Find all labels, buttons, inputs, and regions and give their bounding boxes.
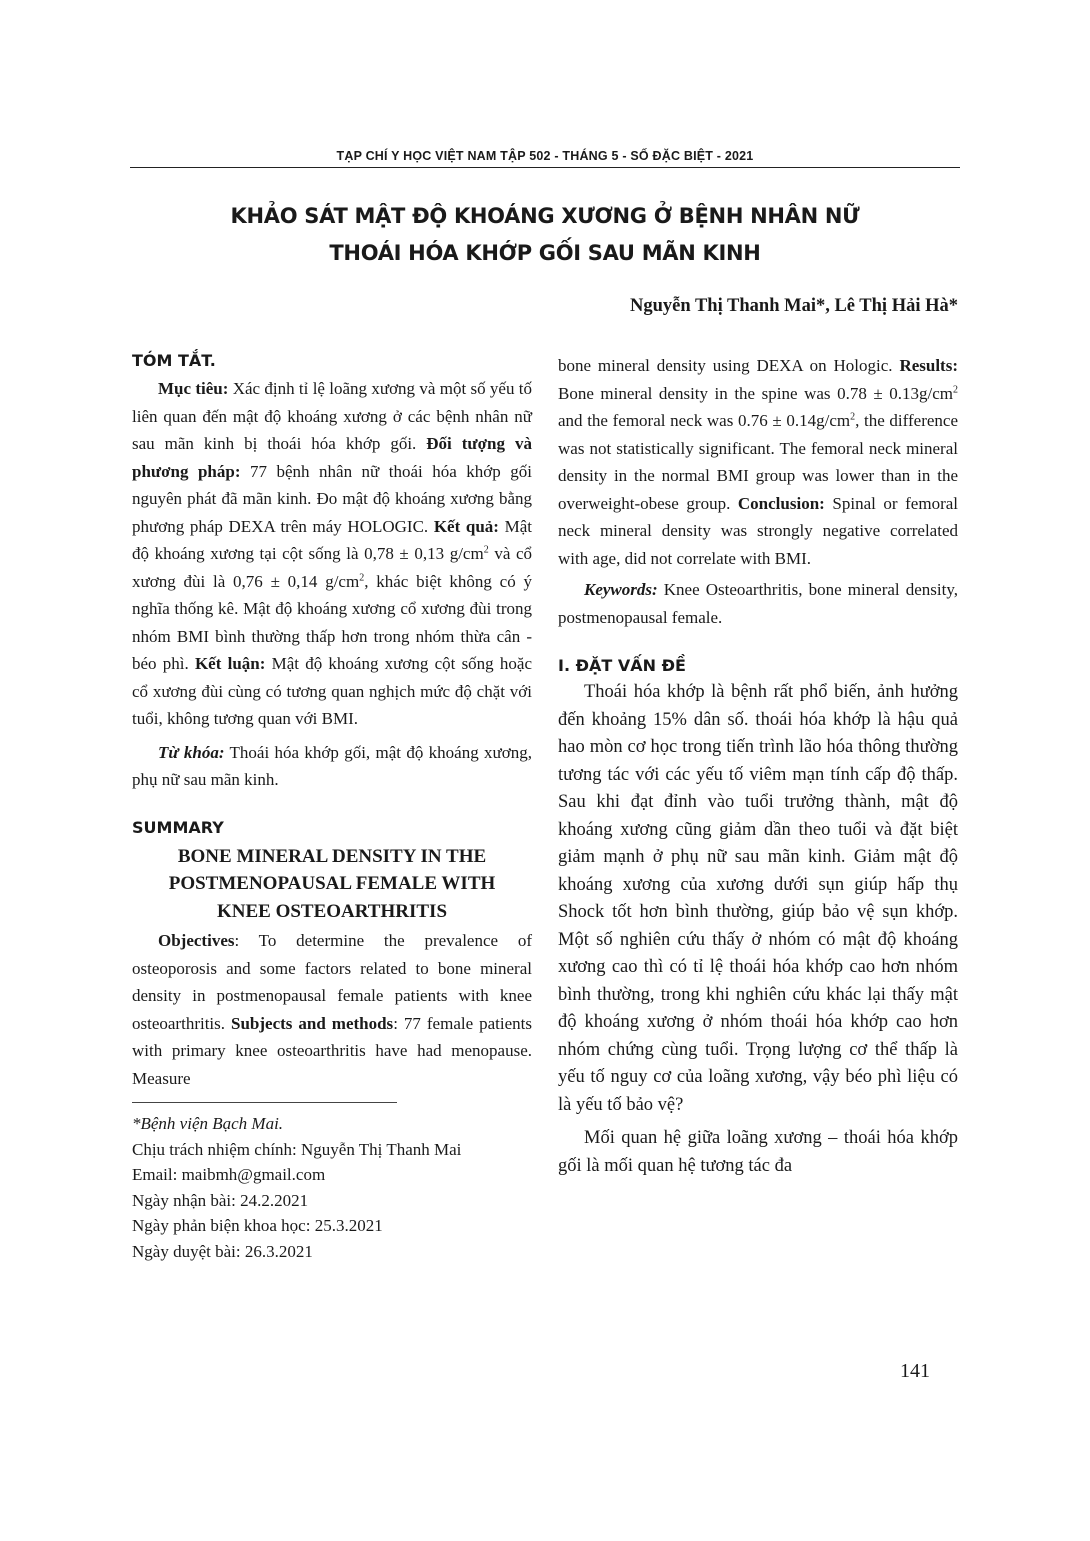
keywords-text: Knee Osteoarthritis, bone mineral density, postmenopausal female. bbox=[558, 580, 958, 627]
summary-title-line-3: KNEE OSTEOARTHRITIS bbox=[216, 900, 448, 922]
subjects-label: Subjects and methods bbox=[231, 1013, 394, 1033]
summary-title-line-1: BONE MINERAL DENSITY IN THE bbox=[177, 845, 487, 867]
footnote-affiliation: *Bệnh viện Bạch Mai. bbox=[132, 1114, 284, 1133]
ketluan-label: Kết luận: bbox=[194, 654, 266, 673]
subjects-text-right: bone mineral density using DEXA on Hologic. bbox=[558, 356, 900, 375]
section1-heading: I. ĐẶT VẤN ĐỀ bbox=[558, 656, 686, 675]
ketluan-text: Mật độ khoáng xương cột sống hoặc cổ xương đùi cùng có tương quan nghịch mức độ chặt với tuổi, không tương quan với BMI. bbox=[132, 654, 532, 728]
section1-paragraph-1: Thoái hóa khớp là bệnh rất phổ biến, ảnh hưởng đến khoảng 15% dân số. thoái hóa khớp là hậu quả hao mòn cơ học trong tiến trình lão hóa thông thường tương tác với các yếu tố viêm mạn tính cấp độ thấp. Sau khi đạt đỉnh vào tuổi trưởng thành, mật độ khoáng xương cũng giảm dần theo tuổi và đặt biệt giảm mạnh ở phụ nữ sau mãn kinh. Giảm mật độ khoáng xương của xương dưới sụn giúp hấp thụ Shock tốt hơn bình thường, giúp bảo vệ sụn khớp. Một số nghiên cứu thấy ở nhóm có mật độ khoáng xương cao thì có tỉ lệ thoái hóa khớp cao hơn nhóm bình thường, trong khi nghiên cứu khác lại thấy mật độ khoáng xương ở nhóm thoái hóa khớp cao hơn nhóm chứng cùng tuổi. Trọng lượng cơ thể thấp là yếu tố nguy cơ của loãng xương, vậy béo phì liệu có là yếu tố bảo vệ? bbox=[558, 682, 958, 1115]
conclusion-label: Conclusion: bbox=[737, 493, 825, 513]
authors: Nguyễn Thị Thanh Mai*, Lê Thị Hải Hà* bbox=[630, 296, 958, 316]
footnote-email: Email: maibmh@gmail.com bbox=[132, 1165, 326, 1184]
ketqua-text-c: , khác biệt không có ý nghĩa thống kê. Mật độ khoáng xương cổ xương đùi trong nhóm BMI bình thường thấp hơn trong nhóm thừa cân - béo phì. bbox=[132, 571, 532, 673]
superscript: 2 bbox=[953, 383, 958, 395]
footnote-approved: Ngày duyệt bài: 26.3.2021 bbox=[132, 1241, 313, 1261]
left-column bbox=[132, 350, 532, 1264]
superscript: 2 bbox=[850, 411, 856, 423]
doituong-text: 77 bệnh nhân nữ thoái hóa khớp gối nguyên phát đã mãn kinh. Đo mật độ khoáng xương bằng phương pháp DEXA trên máy HOLOGIC. bbox=[132, 461, 532, 536]
tukhoa-paragraph bbox=[132, 739, 532, 794]
tomtat-abstract bbox=[132, 375, 532, 733]
conclusion-text: Spinal or femoral neck mineral density was strongly negative correlated with age, did not correlate with BMI. bbox=[558, 493, 959, 568]
ketqua-text-a: Mật độ khoáng xương tại cột sống là 0,78 ± 0,13 g/cm bbox=[132, 516, 533, 563]
results-text-a: Bone mineral density in the spine was 0.78 ± 0.13g/cm bbox=[558, 383, 953, 403]
superscript: 2 bbox=[483, 544, 489, 556]
summary-heading: SUMMARY bbox=[132, 817, 224, 837]
results-label: Results: bbox=[899, 356, 958, 375]
tukhoa-label: Từ khóa: bbox=[158, 742, 225, 762]
footnote-reviewed: Ngày phản biện khoa học: 25.3.2021 bbox=[132, 1216, 383, 1235]
muctieu-label: Mục tiêu: bbox=[158, 379, 229, 398]
summary-abstract-start bbox=[132, 927, 532, 1092]
keywords-label: Keywords: bbox=[584, 580, 658, 599]
summary-abstract-continued bbox=[558, 352, 958, 572]
ketqua-label: Kết quả: bbox=[433, 516, 499, 536]
summary-title bbox=[132, 843, 532, 926]
doituong-label: Đối tượng và phương pháp: bbox=[132, 434, 532, 481]
footnote-responsible: Chịu trách nhiệm chính: Nguyễn Thị Thanh Mai bbox=[132, 1139, 462, 1159]
right-column bbox=[558, 352, 958, 1180]
ketqua-text-b: và cổ xương đùi là 0,76 ± 0,14 g/cm bbox=[132, 544, 533, 591]
article-title bbox=[130, 198, 960, 272]
journal-header: TẠP CHÍ Y HỌC VIỆT NAM TẬP 502 - THÁNG 5 - SỐ ĐẶC BIỆT - 2021 bbox=[336, 149, 754, 163]
keywords-paragraph bbox=[558, 576, 958, 631]
objectives-text: : To determine the prevalence of osteoporosis and some factors related to bone mineral density in postmenopausal female patients with knee osteoarthritis. bbox=[132, 931, 532, 1033]
objectives-label: Objectives bbox=[158, 931, 235, 950]
header-rule bbox=[130, 167, 960, 168]
muctieu-text: Xác định tỉ lệ loãng xương và một số yếu tố liên quan đến mật độ khoáng xương ở các bệnh nhân nữ sau mãn kinh bị thoái hóa khớp gối. bbox=[132, 379, 532, 453]
section1-paragraph-2: Mối quan hệ giữa loãng xương – thoái hóa khớp gối là mối quan hệ tương tác đa bbox=[558, 1128, 958, 1176]
subjects-text-left: : 77 female patients with primary knee osteoarthritis have had menopause. Measure bbox=[132, 1013, 532, 1088]
page-number: 141 bbox=[900, 1360, 930, 1382]
footnote-received: Ngày nhận bài: 24.2.2021 bbox=[132, 1190, 309, 1210]
summary-title-line-2: POSTMENOPAUSAL FEMALE WITH bbox=[168, 873, 496, 894]
title-line-2: THOÁI HÓA KHỚP GỐI SAU MÃN KINH bbox=[329, 241, 761, 265]
tukhoa-text: Thoái hóa khớp gối, mật độ khoáng xương, phụ nữ sau mãn kinh. bbox=[132, 742, 532, 789]
superscript: 2 bbox=[359, 571, 365, 583]
results-text-b: and the femoral neck was 0.76 ± 0.14g/cm bbox=[558, 411, 851, 430]
title-line-1: KHẢO SÁT MẬT ĐỘ KHOÁNG XƯƠNG Ở BỆNH NHÂN NỮ bbox=[230, 204, 860, 228]
footnote-rule bbox=[132, 1102, 397, 1103]
results-text-c: , the difference was not statistically significant. The femoral neck mineral density in the normal BMI group was lower than in the overweight-obese group. bbox=[558, 411, 958, 513]
tomtat-heading: TÓM TẮT. bbox=[132, 351, 216, 370]
